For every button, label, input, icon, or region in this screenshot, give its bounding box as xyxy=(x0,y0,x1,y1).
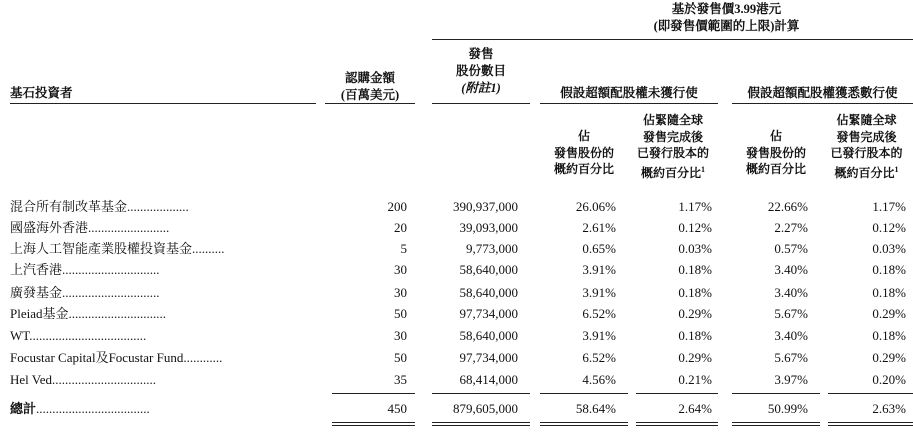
subheader-line: 發售股份的 xyxy=(553,145,614,160)
offer-pct-b-total-rule xyxy=(732,393,820,394)
investor-label: Hel Ved xyxy=(10,372,53,387)
subheader-line: 發售完成後 xyxy=(836,129,897,144)
leader-dots: ............ xyxy=(183,350,223,365)
subheader-issued-pct-b xyxy=(820,112,913,181)
subheader-line xyxy=(628,162,718,182)
investor-name xyxy=(10,284,310,302)
issued-pct-a-value: 0.29% xyxy=(678,306,712,321)
leader-dots: ......................... xyxy=(88,220,170,235)
amount-value: 35 xyxy=(394,372,407,387)
amount-double-rule-2 xyxy=(332,425,415,426)
issued-pct-a-value: 0.29% xyxy=(678,350,712,365)
issued-pct-a-value: 0.21% xyxy=(678,372,712,387)
amount-total-rule xyxy=(332,393,415,394)
investor-name xyxy=(10,240,310,258)
issued-pct-b-value: 0.18% xyxy=(872,285,906,300)
offer-pct-a-double-rule-2 xyxy=(540,425,628,426)
shares-column-header xyxy=(432,46,530,97)
total-label xyxy=(10,400,310,418)
offer-pct-a-value: 3.91% xyxy=(582,285,616,300)
issued-pct-a-value: 0.18% xyxy=(678,328,712,343)
basis-line2: (即發售價範圍的上限)計算 xyxy=(653,19,800,33)
offer-pct-b-value: 3.40% xyxy=(774,262,808,277)
subheader-line: 已發行股本的 xyxy=(636,146,709,160)
offer-pct-a-value: 26.06% xyxy=(575,199,616,214)
shares-value: 58,640,000 xyxy=(459,285,518,300)
shares-double-rule-2 xyxy=(432,425,530,426)
investor-label: Pleiad基金 xyxy=(10,306,69,321)
amount-value: 20 xyxy=(394,220,407,235)
group-not-exercised-rule xyxy=(540,103,718,104)
amount-header-rule xyxy=(325,103,415,104)
footnote-mark: 1 xyxy=(701,164,705,174)
shares-total: 879,605,000 xyxy=(453,401,518,416)
leader-dots: ................................ xyxy=(52,372,157,387)
issued-pct-a-total: 2.64% xyxy=(678,401,712,416)
issued-pct-a-double-rule-2 xyxy=(636,425,718,426)
offer-pct-a-value: 6.52% xyxy=(582,350,616,365)
subheader-line xyxy=(820,162,913,182)
offer-pct-b-value: 5.67% xyxy=(774,350,808,365)
issued-pct-b-total: 2.63% xyxy=(872,401,906,416)
amount-value: 50 xyxy=(394,306,407,321)
leader-dots: .......... xyxy=(192,241,225,256)
shares-header-note: (附註1) xyxy=(461,81,501,95)
total-label-text: 總計 xyxy=(10,401,37,416)
shares-value: 97,734,000 xyxy=(459,306,518,321)
basis-line1: 基於發售價3.99港元 xyxy=(671,2,782,16)
offer-pct-a-value: 2.61% xyxy=(582,220,616,235)
subheader-text: 概約百分比 xyxy=(834,165,895,180)
issued-pct-a-value: 0.18% xyxy=(678,262,712,277)
subheader-line: 概約百分比 xyxy=(745,162,806,176)
subheader-line: 佔 xyxy=(577,129,590,143)
amount-value: 30 xyxy=(394,262,407,277)
offer-pct-a-double-rule-1 xyxy=(540,422,628,423)
issued-pct-b-double-rule-1 xyxy=(828,422,913,423)
offer-pct-b-value: 22.66% xyxy=(767,199,808,214)
offer-pct-b-value: 3.97% xyxy=(774,372,808,387)
subheader-text: 概約百分比 xyxy=(640,165,701,180)
subheader-issued-pct-a xyxy=(628,112,718,181)
issued-pct-b-value: 0.29% xyxy=(872,350,906,365)
issued-pct-b-value: 0.18% xyxy=(872,328,906,343)
group-header-not-exercised: 假設超額配股權未獲行使 xyxy=(560,86,698,100)
subheader-offer-pct-a xyxy=(540,128,628,178)
issued-pct-b-total-rule xyxy=(828,393,913,394)
basis-rule xyxy=(432,39,913,40)
leader-dots: ................... xyxy=(127,199,189,214)
subheader-line: 佔緊隨全球 xyxy=(836,113,897,127)
investor-name xyxy=(10,198,310,216)
investor-name xyxy=(10,261,310,279)
amount-column-header xyxy=(325,70,415,104)
investor-name xyxy=(10,327,310,345)
issued-pct-a-value: 0.03% xyxy=(678,241,712,256)
investor-name xyxy=(10,305,310,323)
investor-column-header: 基石投資者 xyxy=(10,86,73,100)
investor-name xyxy=(10,219,310,237)
group-fully-exercised-rule xyxy=(732,103,913,104)
group-header-fully-exercised: 假設超額配股權獲悉數行使 xyxy=(747,86,898,100)
subheader-line: 佔 xyxy=(769,129,782,143)
issued-pct-a-total-rule xyxy=(636,393,718,394)
amount-header-line1: 認購金額 xyxy=(344,71,395,85)
subheader-line: 發售股份的 xyxy=(745,145,806,160)
issued-pct-b-value: 0.29% xyxy=(872,306,906,321)
issued-pct-a-value: 0.12% xyxy=(678,220,712,235)
shares-header-line1: 發售 xyxy=(468,47,494,61)
issued-pct-b-value: 0.20% xyxy=(872,372,906,387)
shares-value: 68,414,000 xyxy=(459,372,518,387)
investor-label: 混合所有制改革基金 xyxy=(10,199,128,214)
issued-pct-b-value: 0.03% xyxy=(872,241,906,256)
basis-header xyxy=(540,1,913,35)
offer-pct-a-total: 58.64% xyxy=(575,401,616,416)
offer-pct-a-value: 6.52% xyxy=(582,306,616,321)
shares-value: 58,640,000 xyxy=(459,328,518,343)
footnote-mark: 1 xyxy=(894,164,899,174)
amount-header-line2: (百萬美元) xyxy=(340,88,400,102)
shares-value: 9,773,000 xyxy=(466,241,518,256)
investor-label: Focustar Capital及Focustar Fund xyxy=(10,350,184,365)
subheader-offer-pct-b xyxy=(732,128,820,178)
leader-dots: .................................... xyxy=(29,328,147,343)
offer-pct-b-value: 5.67% xyxy=(774,306,808,321)
shares-total-rule xyxy=(432,393,530,394)
issued-pct-b-double-rule-2 xyxy=(828,425,913,426)
amount-value: 50 xyxy=(394,350,407,365)
investor-label: 國盛海外香港 xyxy=(10,220,89,235)
investor-header-rule xyxy=(10,103,316,104)
issued-pct-b-value: 0.18% xyxy=(872,262,906,277)
amount-value: 30 xyxy=(394,285,407,300)
issued-pct-b-value: 0.12% xyxy=(872,220,906,235)
offer-pct-a-total-rule xyxy=(540,393,628,394)
offer-pct-b-double-rule-2 xyxy=(732,425,820,426)
subheader-line: 概約百分比 xyxy=(553,162,614,176)
shares-value: 390,937,000 xyxy=(453,199,518,214)
subheader-line: 發售完成後 xyxy=(642,129,703,144)
investor-label: 上汽香港 xyxy=(10,262,63,277)
investor-name xyxy=(10,349,310,367)
shares-double-rule-1 xyxy=(432,422,530,423)
shares-header-line2: 股份數目 xyxy=(455,64,506,78)
offer-pct-a-value: 3.91% xyxy=(582,262,616,277)
issued-pct-a-double-rule-1 xyxy=(636,422,718,423)
offer-pct-a-value: 3.91% xyxy=(582,328,616,343)
investor-label: 上海人工智能產業股權投資基金 xyxy=(10,241,193,256)
shares-value: 58,640,000 xyxy=(459,262,518,277)
offer-pct-b-value: 3.40% xyxy=(774,328,808,343)
shares-value: 97,734,000 xyxy=(459,350,518,365)
offer-pct-a-value: 0.65% xyxy=(582,241,616,256)
offer-pct-a-value: 4.56% xyxy=(582,372,616,387)
offer-pct-b-value: 0.57% xyxy=(774,241,808,256)
amount-value: 200 xyxy=(387,199,407,214)
investor-label: WT xyxy=(10,328,30,343)
offer-pct-b-value: 2.27% xyxy=(774,220,808,235)
leader-dots: .............................. xyxy=(62,285,160,300)
issued-pct-a-value: 0.18% xyxy=(678,285,712,300)
issued-pct-b-value: 1.17% xyxy=(872,199,906,214)
investor-label: 廣發基金 xyxy=(10,285,63,300)
shares-header-rule xyxy=(432,103,530,104)
offer-pct-b-total: 50.99% xyxy=(767,401,808,416)
offer-pct-b-value: 3.40% xyxy=(774,285,808,300)
subheader-line: 佔緊隨全球 xyxy=(642,113,703,127)
shares-value: 39,093,000 xyxy=(459,220,518,235)
amount-value: 5 xyxy=(400,241,407,256)
issued-pct-a-value: 1.17% xyxy=(678,199,712,214)
investor-name xyxy=(10,371,310,389)
offer-pct-b-double-rule-1 xyxy=(732,422,820,423)
subheader-line: 已發行股本的 xyxy=(830,146,903,160)
amount-total: 450 xyxy=(387,401,407,416)
amount-double-rule-1 xyxy=(332,422,415,423)
amount-value: 30 xyxy=(394,328,407,343)
leader-dots: .............................. xyxy=(62,262,160,277)
leader-dots: .............................. xyxy=(68,306,166,321)
leader-dots: ................................... xyxy=(36,401,150,416)
